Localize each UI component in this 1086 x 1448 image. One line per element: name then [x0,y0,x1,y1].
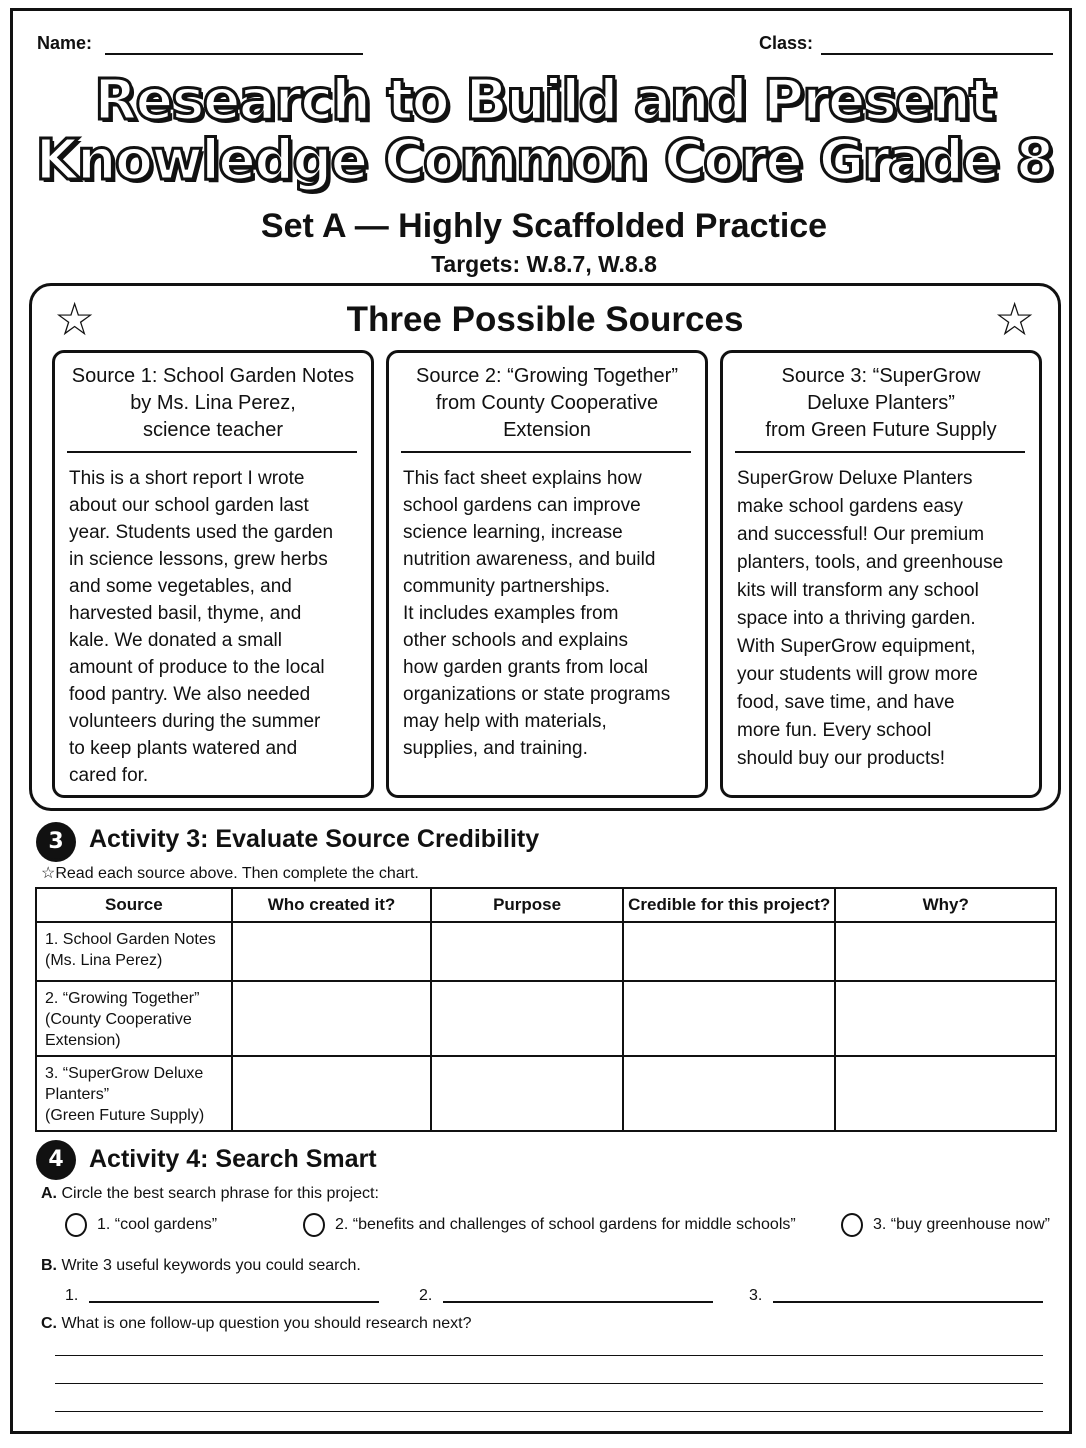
who-cell[interactable] [232,1056,432,1131]
who-cell[interactable] [232,922,432,981]
divider [735,451,1025,453]
source-cell: 1. School Garden Notes (Ms. Lina Perez) [36,922,232,981]
option-label: 1. “cool gardens” [97,1216,218,1234]
column-header: Who created it? [232,888,432,922]
source-card-text: SuperGrow Deluxe Planters make school gardens easy and successful! Our premium planters, tools, and greenhouse kits will transform any school space into a thriving garden. With SuperGrow equipment, your students will grow more food, save time, and have more fun. Every school should buy our products! [737,468,1004,769]
sources-panel [29,283,1061,811]
keyword-number: 3. [749,1287,763,1304]
title-line-2: Knowledge Common Core Grade 8 [35,128,1053,193]
source-cell: 3. “SuperGrow Deluxe Planters” (Green Future Supply) [36,1056,232,1131]
sources-heading: Three Possible Sources [346,300,744,339]
table-row [36,1056,1056,1131]
activity-4-badge-icon: 4 [39,1143,73,1177]
keyword-field-1[interactable] [89,1301,379,1303]
purpose-cell[interactable] [431,1056,623,1131]
option-label: 3. “buy greenhouse now” [873,1216,1050,1234]
credible-cell[interactable] [623,922,836,981]
class-label: Class: [759,33,814,53]
star-icon: ☆ [54,292,96,346]
question-c [41,1315,471,1333]
credible-cell[interactable] [623,981,836,1056]
star-icon: ☆ [994,292,1036,346]
purpose-cell[interactable] [431,922,623,981]
purpose-cell[interactable] [431,981,623,1056]
column-header: Why? [835,888,1056,922]
answer-line[interactable] [55,1411,1043,1412]
keyword-number: 1. [65,1287,79,1304]
source-card-text: This is a short report I wrote about our school garden last year. Students used the garden in science lessons, grew herbs and some vegetables, and harvested basil, thyme, and kale. We donated a small amount of produce to the local food pantry. We also needed volunteers during the summer to keep plants watered and cared for. [69,468,334,786]
column-header: Source [36,888,232,922]
source-card-2 [386,350,708,798]
activity-3-title: Activity 3: Evaluate Source Credibility [89,825,540,853]
table-header-row [36,888,1056,922]
question-b-label: B. [41,1257,57,1274]
keyword-number: 2. [419,1287,433,1304]
option-label: 2. “benefits and challenges of school gardens for middle schools” [335,1216,796,1234]
worksheet-title [13,68,1075,193]
table-row [36,922,1056,981]
option-1[interactable] [65,1213,217,1237]
column-header: Purpose [431,888,623,922]
worksheet-page [10,8,1072,1434]
answer-line[interactable] [55,1355,1043,1356]
standards-targets: Targets: W.8.7, W.8.8 [431,251,657,277]
name-label: Name: [37,33,93,53]
question-a-text: Circle the best search phrase for this project: [61,1185,379,1202]
why-cell[interactable] [835,922,1056,981]
radio-circle-icon[interactable] [65,1213,87,1237]
source-card-1 [52,350,374,798]
who-cell[interactable] [232,981,432,1056]
option-3[interactable] [841,1213,1050,1237]
keyword-field-2[interactable] [443,1301,713,1303]
question-b-text: Write 3 useful keywords you could search. [61,1257,361,1274]
table-row [36,981,1056,1056]
class-field[interactable] [821,53,1053,55]
question-b [41,1257,361,1275]
activity-3-badge-icon: 3 [39,825,73,859]
why-cell[interactable] [835,981,1056,1056]
divider [401,451,691,453]
source-cell: 2. “Growing Together” (County Cooperative Extension) [36,981,232,1056]
question-a-label: A. [41,1185,57,1202]
credibility-chart [35,887,1057,1132]
source-card-header: Source 3: “SuperGrow Deluxe Planters” from Green Future Supply [765,365,997,441]
credible-cell[interactable] [623,1056,836,1131]
activity-4-title: Activity 4: Search Smart [89,1145,377,1173]
worksheet-subtitle: Set A — Highly Scaffolded Practice [260,207,828,245]
answer-line[interactable] [55,1383,1043,1384]
source-card-header: Source 1: School Garden Notes by Ms. Lina Perez, science teacher [71,365,355,441]
radio-circle-icon[interactable] [303,1213,325,1237]
why-cell[interactable] [835,1056,1056,1131]
question-a [41,1185,379,1203]
source-card-text: This fact sheet explains how school gardens can improve science learning, increase nutrition awareness, and build community partnerships. It includes examples from other schools and explains how garden grants from local organizations or state programs may help with materials, supplies, and training. [403,468,671,759]
option-2[interactable] [303,1213,796,1237]
source-card-3 [720,350,1042,798]
column-header: Credible for this project? [623,888,836,922]
question-c-text: What is one follow-up question you should research next? [61,1315,472,1332]
divider [67,451,357,453]
name-field[interactable] [105,53,363,55]
source-card-header: Source 2: “Growing Together” from County Cooperative Extension [416,365,678,441]
question-c-label: C. [41,1315,57,1332]
activity-3-instruction: ☆Read each source above. Then complete the chart. [41,865,419,882]
keyword-field-3[interactable] [773,1301,1043,1303]
radio-circle-icon[interactable] [841,1213,863,1237]
title-line-1: Research to Build and Present [94,68,994,133]
